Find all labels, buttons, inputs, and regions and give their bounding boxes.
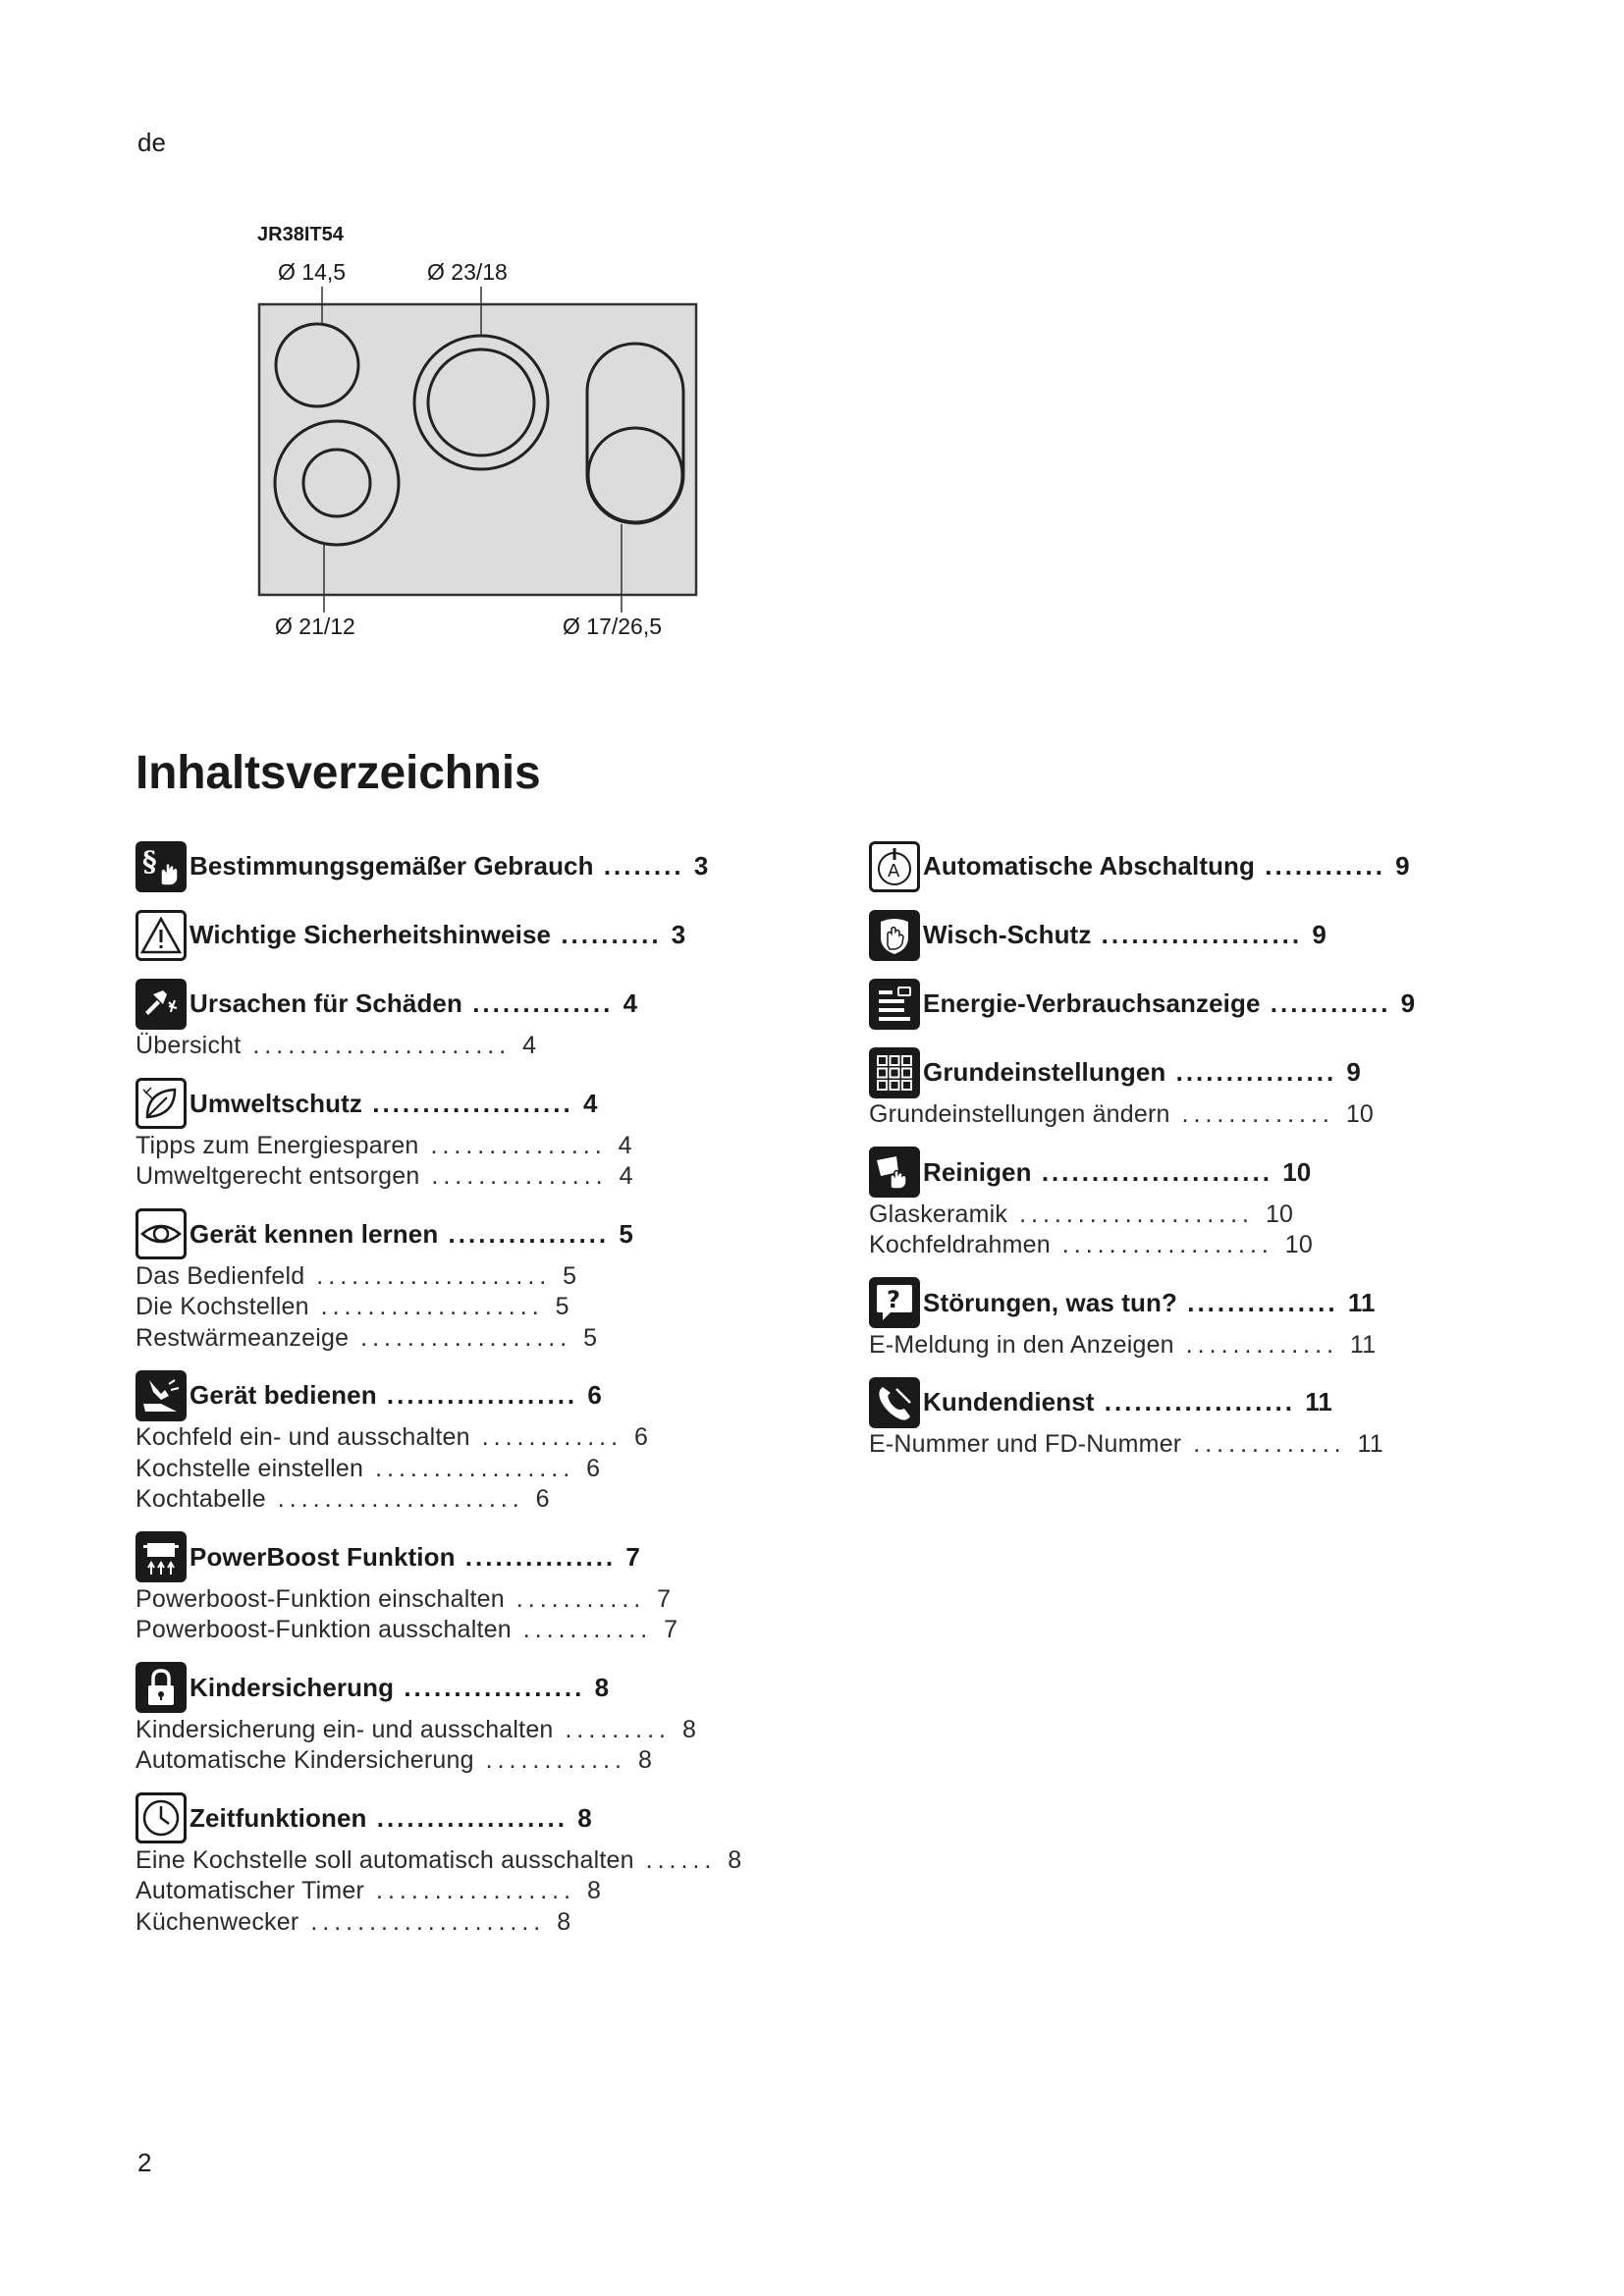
entry-text: Automatischer Timer [135, 1877, 365, 1904]
toc-heading-link[interactable] [923, 988, 1527, 1019]
page-ref: 8 [577, 1802, 592, 1833]
model-number: JR38IT54 [257, 224, 344, 245]
dot-leader: .................... [298, 1907, 558, 1936]
toc-section-reinigen [869, 1146, 1537, 1261]
toc-section-wichtige-sicherheitshinweise [135, 908, 803, 962]
eye-icon [135, 1208, 187, 1259]
hammer-damage-icon [135, 979, 187, 1030]
svg-text:§: § [142, 844, 157, 878]
page-ref: 7 [657, 1584, 672, 1613]
toc-heading-link[interactable] [923, 1157, 1527, 1188]
dot-leader: ....................... [1031, 1156, 1283, 1187]
page-ref: 8 [587, 1877, 602, 1904]
dot-leader: ............. [1173, 1330, 1350, 1359]
toc-entry-link[interactable] [135, 1292, 803, 1323]
dot-leader: ............ [473, 1746, 638, 1774]
entry-text: Das Bedienfeld [135, 1261, 305, 1290]
toc-entry-link[interactable] [135, 1323, 803, 1355]
dot-leader: ............ [1260, 988, 1401, 1018]
page-ref: 8 [637, 1746, 653, 1774]
toc-section-kindersicherung [135, 1661, 803, 1777]
page-ref: 11 [1305, 1387, 1332, 1416]
page-ref: 11 [1347, 1287, 1376, 1317]
page-ref: 7 [664, 1616, 678, 1643]
dot-leader: ............. [1181, 1430, 1358, 1458]
entry-text: Küchenwecker [135, 1907, 299, 1936]
language-code: de [137, 128, 166, 157]
toc-entry-link[interactable] [135, 1845, 803, 1877]
toc-entry-link[interactable] [135, 1161, 803, 1193]
settings-grid-icon [869, 1047, 920, 1098]
toc-entry-link[interactable] [869, 1429, 1537, 1461]
toc-entry-link[interactable] [869, 1230, 1537, 1261]
page-ref: 9 [1312, 920, 1326, 949]
wipe-protect-icon [869, 910, 920, 961]
dot-leader: ................... [376, 1380, 588, 1410]
dot-leader: ............... [455, 1541, 626, 1572]
toc-heading-link[interactable] [923, 1057, 1527, 1088]
toc-heading-link[interactable] [189, 920, 784, 950]
dot-leader: ................. [363, 1454, 587, 1482]
page-ref: 3 [671, 920, 686, 949]
entry-text: Umweltgerecht entsorgen [135, 1162, 420, 1190]
entry-text: Powerboost-Funktion einschalten [135, 1584, 505, 1613]
page-number: 2 [137, 2148, 152, 2177]
cleaning-icon [869, 1147, 920, 1198]
section-title: Ursachen für Schäden [189, 988, 462, 1018]
toc-section-header [869, 977, 1537, 1031]
toc-section-energie-verbrauchsanzeige [869, 977, 1537, 1031]
page-ref: 10 [1282, 1156, 1312, 1187]
page-ref: 4 [619, 1162, 633, 1190]
dot-leader: ................... [1094, 1387, 1306, 1416]
toc-section-geraet-kennen-lernen [135, 1207, 803, 1355]
section-title: Reinigen [923, 1156, 1032, 1187]
entry-text: Glaskeramik [869, 1200, 1008, 1228]
dot-leader: .................... [304, 1261, 564, 1290]
toc-section-wisch-schutz [869, 908, 1537, 962]
toc-section-header [869, 1375, 1537, 1429]
page-ref: 8 [728, 1845, 742, 1874]
section-title: Kindersicherung [189, 1672, 395, 1702]
toc-title: Inhaltsverzeichnis [135, 747, 541, 799]
toc-entry-link[interactable] [869, 1200, 1537, 1231]
dot-leader: ............... [419, 1162, 620, 1190]
hand-cooktop-icon [135, 1370, 187, 1421]
page-ref: 8 [681, 1715, 697, 1743]
toc-entry-link[interactable] [135, 1422, 803, 1454]
energy-bars-icon [869, 979, 920, 1030]
toc-entry-link[interactable] [135, 1584, 803, 1616]
dot-leader: ...... [633, 1845, 729, 1874]
lock-icon [135, 1662, 187, 1713]
dot-leader: .................... [1091, 920, 1313, 949]
dot-leader: ........... [504, 1584, 658, 1613]
section-title: Automatische Abschaltung [923, 851, 1256, 881]
section-title: Gerät bedienen [189, 1380, 377, 1410]
dot-leader: ................ [438, 1218, 620, 1249]
toc-section-header [135, 977, 803, 1031]
section-title: Kundendienst [923, 1387, 1095, 1416]
toc-heading-link[interactable] [923, 1387, 1527, 1417]
entry-text: Kochstelle einstellen [135, 1454, 364, 1482]
clock-icon [135, 1792, 187, 1843]
toc-entry-link[interactable] [869, 1330, 1537, 1362]
toc-section-kundendienst [869, 1375, 1537, 1461]
dot-leader: .................... [1007, 1200, 1266, 1228]
toc-heading-link[interactable] [923, 920, 1527, 950]
toc-section-header [135, 1077, 803, 1131]
toc-section-header [135, 1661, 803, 1715]
toc-entry-link[interactable] [135, 1715, 803, 1746]
page-ref: 6 [587, 1380, 602, 1410]
toc-section-header [869, 908, 1537, 962]
entry-text: Restwärmeanzeige [135, 1323, 350, 1352]
toc-entry-link[interactable] [135, 1261, 803, 1293]
toc-entry-link[interactable] [869, 1099, 1537, 1131]
toc-entry-link[interactable] [135, 1131, 803, 1162]
toc-section-header [135, 1530, 803, 1584]
paragraph-hand-icon [135, 841, 187, 892]
toc-heading-link[interactable] [923, 851, 1527, 881]
toc-section-header [869, 1146, 1537, 1200]
section-title: Energie-Verbrauchsanzeige [923, 988, 1261, 1018]
page-ref: 5 [583, 1323, 598, 1352]
section-title: Grundeinstellungen [923, 1057, 1166, 1087]
toc-section-grundeinstellungen [869, 1045, 1537, 1131]
toc-heading-link[interactable] [189, 851, 784, 881]
toc-section-header [135, 1207, 803, 1261]
section-title: Umweltschutz [189, 1088, 363, 1118]
dot-leader: .................. [1050, 1231, 1285, 1258]
dot-leader: ............ [1255, 851, 1396, 881]
page-ref: 5 [619, 1218, 633, 1249]
toc-heading-link[interactable] [189, 1089, 784, 1119]
cooktop-diagram [250, 218, 712, 650]
toc-heading-link[interactable] [923, 1288, 1527, 1318]
toc-section-header [135, 1368, 803, 1422]
dot-leader: ............... [1177, 1287, 1348, 1317]
section-title: Zeitfunktionen [189, 1802, 367, 1833]
toc-entry-link[interactable] [135, 1907, 803, 1939]
toc-section-bestimmungsgemaesser-gebrauch [135, 839, 803, 893]
pot-boost-icon [135, 1531, 187, 1582]
toc-heading-link[interactable] [189, 1803, 784, 1834]
dot-leader: ...................... [241, 1032, 523, 1059]
entry-text: Die Kochstellen [135, 1293, 309, 1320]
dot-leader: .................. [349, 1323, 584, 1352]
page-ref: 10 [1265, 1200, 1294, 1228]
toc-heading-link[interactable] [189, 988, 784, 1019]
dot-leader: .................. [394, 1672, 595, 1702]
entry-text: Kindersicherung ein- und ausschalten [135, 1715, 554, 1743]
phone-icon [869, 1377, 920, 1428]
dot-leader: ............... [418, 1131, 619, 1159]
entry-text: Eine Kochstelle soll automatisch ausschalten [135, 1845, 634, 1874]
dot-leader: .................... [362, 1088, 583, 1118]
dot-leader: .............. [461, 988, 623, 1018]
toc-section-powerboost-funktion [135, 1530, 803, 1646]
page-ref: 3 [693, 851, 709, 881]
dot-leader: ................ [1165, 1057, 1347, 1087]
page-ref: 5 [555, 1293, 569, 1320]
toc-section-automatische-abschaltung [869, 839, 1537, 893]
toc-section-ursachen-fuer-schaeden [135, 977, 803, 1062]
zone-label-top-middle: Ø 23/18 [427, 259, 508, 285]
page-ref: 4 [582, 1088, 598, 1118]
entry-text: Tipps zum Energiesparen [135, 1131, 419, 1159]
page-ref: 9 [1395, 851, 1410, 881]
question-icon [869, 1277, 920, 1328]
toc-section-umweltschutz [135, 1077, 803, 1193]
toc-section-header [135, 839, 803, 893]
entry-text: Kochfeldrahmen [869, 1231, 1051, 1258]
page-ref: 11 [1349, 1330, 1377, 1359]
toc-section-header [135, 908, 803, 962]
toc-heading-link[interactable] [189, 1380, 784, 1411]
zone-label-bottom-left: Ø 21/12 [275, 614, 355, 639]
dot-leader: ........... [511, 1616, 665, 1643]
zone-label-bottom-right: Ø 17/26,5 [563, 614, 663, 639]
entry-text: Automatische Kindersicherung [135, 1746, 474, 1774]
dot-leader: ..................... [265, 1485, 536, 1513]
toc-section-header [869, 839, 1537, 893]
toc-entry-link[interactable] [135, 1454, 803, 1485]
dot-leader: ................... [308, 1293, 556, 1320]
toc-entry-link[interactable] [135, 1745, 803, 1777]
toc-heading-link[interactable] [189, 1219, 784, 1250]
page-ref: 6 [586, 1454, 601, 1482]
page-ref: 8 [594, 1672, 610, 1702]
toc-entry-link[interactable] [135, 1031, 803, 1062]
section-title: Wisch-Schutz [923, 920, 1092, 949]
toc-section-header [135, 1791, 803, 1845]
toc-left-column [135, 839, 803, 1952]
page-ref: 4 [623, 988, 638, 1018]
page-ref: 9 [1346, 1057, 1361, 1087]
toc-right-column [869, 839, 1537, 1475]
toc-heading-link[interactable] [189, 1542, 784, 1573]
dot-leader: ........ [593, 851, 694, 881]
entry-text: Übersicht [135, 1032, 242, 1059]
dot-leader: ............ [469, 1423, 634, 1451]
page-ref: 6 [535, 1485, 550, 1513]
toc-entry-link[interactable] [135, 1876, 803, 1907]
leaf-icon [135, 1078, 187, 1129]
toc-section-zeitfunktionen [135, 1791, 803, 1939]
dot-leader: ............. [1169, 1100, 1346, 1128]
page-ref: 8 [557, 1907, 571, 1936]
section-title: Wichtige Sicherheitshinweise [189, 920, 552, 949]
zone-label-top-left: Ø 14,5 [278, 259, 347, 285]
toc-section-header [869, 1276, 1537, 1330]
dot-leader: ................... [366, 1802, 578, 1833]
page-ref: 4 [522, 1032, 537, 1059]
warning-triangle-icon [135, 910, 187, 961]
dot-leader: .......... [551, 920, 672, 949]
dot-leader: ......... [553, 1715, 682, 1743]
page-ref: 7 [625, 1541, 640, 1572]
page-ref: 10 [1345, 1100, 1375, 1128]
entry-text: Powerboost-Funktion ausschalten [135, 1616, 512, 1643]
section-title: Bestimmungsgemäßer Gebrauch [189, 851, 594, 881]
page-ref: 6 [634, 1423, 649, 1451]
toc-section-header [869, 1045, 1537, 1099]
svg-text:A: A [888, 860, 900, 881]
entry-text: E-Meldung in den Anzeigen [869, 1330, 1174, 1359]
toc-heading-link[interactable] [189, 1673, 784, 1703]
entry-text: Grundeinstellungen ändern [869, 1100, 1170, 1128]
svg-text:?: ? [887, 1286, 900, 1313]
page-ref: 10 [1284, 1231, 1313, 1258]
page-ref: 9 [1400, 988, 1416, 1018]
toc-section-geraet-bedienen [135, 1368, 803, 1516]
entry-text: E-Nummer und FD-Nummer [869, 1430, 1182, 1458]
toc-section-stoerungen-was-tun [869, 1276, 1537, 1362]
section-title: Gerät kennen lernen [189, 1218, 439, 1249]
toc-entry-link[interactable] [135, 1484, 803, 1516]
entry-text: Kochfeld ein- und ausschalten [135, 1423, 470, 1451]
section-title: PowerBoost Funktion [189, 1541, 456, 1572]
page-ref: 4 [618, 1131, 632, 1159]
section-title: Störungen, was tun? [923, 1287, 1178, 1317]
toc-entry-link[interactable] [135, 1615, 803, 1646]
page-ref: 5 [563, 1261, 577, 1290]
auto-off-icon [869, 841, 920, 892]
page-ref: 11 [1357, 1430, 1383, 1458]
entry-text: Kochtabelle [135, 1485, 266, 1513]
dot-leader: ................. [364, 1877, 588, 1904]
